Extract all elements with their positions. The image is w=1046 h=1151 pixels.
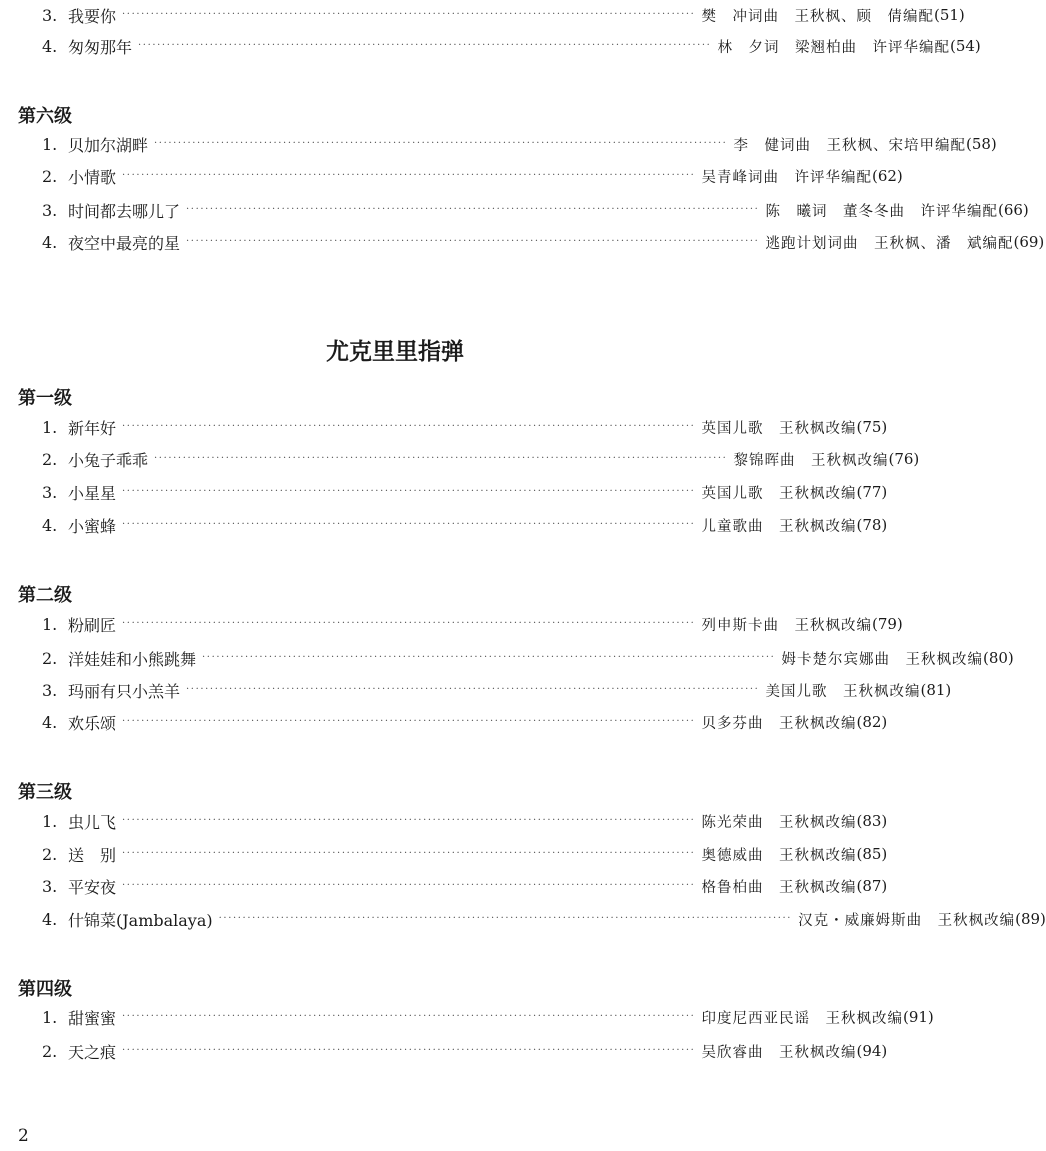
entry-page: (89) [1015,910,1046,928]
toc-entry[interactable] [42,842,888,866]
entry-page: (91) [902,1008,934,1026]
dot-leader: ························································································································ [138,40,712,51]
entry-number: 2. [42,1041,58,1061]
entry-title: 虫儿飞 [68,812,117,832]
entry-page: (83) [856,812,888,830]
entry-title: 欢乐颂 [68,713,117,733]
entry-page: (78) [856,516,888,534]
dot-leader: ························································································································ [122,1011,696,1022]
toc-entry[interactable] [42,132,997,156]
dot-leader: ························································································································ [154,138,728,149]
toc-entry[interactable] [42,907,1046,931]
toc-entry[interactable] [42,678,952,702]
toc-entry[interactable] [42,230,1045,254]
dot-leader: ························································································································ [122,848,696,859]
entry-page: (75) [856,418,888,436]
entry-number: 4. [42,909,58,929]
entry-page: (82) [856,713,888,731]
entry-number: 1. [42,417,58,437]
entry-number: 3. [42,482,58,502]
entry-credit: 儿童歌曲 王秋枫改编 [701,518,857,535]
entry-title: 夜空中最亮的星 [68,233,181,253]
level-heading: 第三级 [18,782,72,803]
toc-entry[interactable] [42,612,903,636]
entry-title: 天之痕 [68,1042,117,1062]
entry-credit: 格鲁柏曲 王秋枫改编 [701,879,857,896]
entry-credit: 英国儿歌 王秋枫改编 [701,420,857,437]
entry-number: 1. [42,614,58,634]
entry-credit: 陈光荣曲 王秋枫改编 [701,814,857,831]
toc-entry[interactable] [42,646,1014,670]
entry-number: 4. [42,515,58,535]
toc-entry[interactable] [42,1039,888,1063]
dot-leader: ························································································································ [122,421,696,432]
level-heading: 第六级 [18,106,72,127]
toc-entry[interactable] [42,164,903,188]
toc-entry[interactable] [42,809,888,833]
entry-number: 3. [42,5,58,25]
entry-page: (85) [856,845,888,863]
entry-title: 洋娃娃和小熊跳舞 [68,649,197,669]
entry-title: 小蜜蜂 [68,516,117,536]
entry-number: 3. [42,876,58,896]
entry-number: 2. [42,648,58,668]
entry-title: 新年好 [68,418,117,438]
entry-page: (62) [871,167,903,185]
entry-number: 1. [42,811,58,831]
entry-credit: 林 夕词 梁翘柏曲 许评华编配 [717,39,950,56]
entry-credit: 英国儿歌 王秋枫改编 [701,485,857,502]
toc-entry[interactable] [42,874,888,898]
entry-number: 1. [42,134,58,154]
entry-number: 3. [42,200,58,220]
entry-credit: 美国儿歌 王秋枫改编 [765,683,921,700]
entry-number: 4. [42,232,58,252]
dot-leader: ························································································································ [122,815,696,826]
entry-page: (69) [1013,233,1045,251]
entry-page: (81) [920,681,952,699]
entry-number: 2. [42,166,58,186]
toc-entry[interactable] [42,480,888,504]
entry-credit: 印度尼西亚民谣 王秋枫改编 [701,1010,903,1027]
entry-number: 4. [42,36,58,56]
toc-entry[interactable] [42,3,965,27]
dot-leader: ························································································································ [122,880,696,891]
entry-page: (94) [856,1042,888,1060]
entry-page: (58) [965,135,997,153]
entry-title: 时间都去哪儿了 [68,201,181,221]
level-heading: 第一级 [18,388,72,409]
level-heading: 第四级 [18,979,72,1000]
entry-page: (80) [982,649,1014,667]
toc-entry[interactable] [42,513,888,537]
entry-title: 玛丽有只小羔羊 [68,681,181,701]
dot-leader: ························································································································ [122,716,696,727]
entry-credit: 逃跑计划词曲 王秋枫、潘 斌编配 [765,235,1014,252]
entry-title: 送 别 [68,845,117,865]
entry-credit: 李 健词曲 王秋枫、宋培甲编配 [733,137,966,154]
entry-page: (51) [933,6,965,24]
entry-title: 甜蜜蜜 [68,1008,117,1028]
page-number: 2 [18,1126,29,1146]
entry-credit: 奥德威曲 王秋枫改编 [701,847,857,864]
dot-leader: ························································································································ [122,170,696,181]
entry-credit: 樊 冲词曲 王秋枫、顾 倩编配 [701,8,934,25]
dot-leader: ························································································································ [154,453,728,464]
entry-title: 小星星 [68,483,117,503]
entry-page: (77) [856,483,888,501]
dot-leader: ························································································································ [122,519,696,530]
entry-page: (66) [997,201,1029,219]
level-heading: 第二级 [18,585,72,606]
entry-page: (76) [888,450,920,468]
entry-number: 1. [42,1007,58,1027]
entry-credit: 吴青峰词曲 许评华编配 [701,169,872,186]
entry-title: 贝加尔湖畔 [68,135,149,155]
entry-number: 2. [42,844,58,864]
entry-title: 我要你 [68,6,117,26]
entry-number: 3. [42,680,58,700]
entry-page: (54) [949,37,981,55]
dot-leader: ························································································································ [186,684,760,695]
dot-leader: ························································································································ [186,204,760,215]
entry-title: 匆匆那年 [68,37,133,57]
entry-credit: 贝多芬曲 王秋枫改编 [701,715,857,732]
entry-credit: 吴欣睿曲 王秋枫改编 [701,1044,857,1061]
dot-leader: ························································································································ [122,618,696,629]
entry-page: (87) [856,877,888,895]
entry-title: 什锦菜(Jambalaya) [68,910,213,930]
dot-leader: ························································································································ [202,652,776,663]
entry-title: 平安夜 [68,877,117,897]
toc-entry[interactable] [42,415,888,439]
toc-entry[interactable] [42,198,1029,222]
toc-entry[interactable] [42,447,920,471]
dot-leader: ························································································································ [186,236,760,247]
entry-number: 4. [42,712,58,732]
dot-leader: ························································································································ [218,913,793,924]
entry-credit: 陈 曦词 董冬冬曲 许评华编配 [765,203,998,220]
toc-entry[interactable] [42,710,888,734]
entry-credit: 汉克・威廉姆斯曲 王秋枫改编 [798,912,1016,929]
entry-number: 2. [42,449,58,469]
entry-credit: 列申斯卡曲 王秋枫改编 [701,617,872,634]
entry-title: 小情歌 [68,167,117,187]
dot-leader: ························································································································ [122,486,696,497]
section-title: 尤克里里指弹 [326,339,464,365]
entry-credit: 黎锦晖曲 王秋枫改编 [733,452,889,469]
entry-title: 粉刷匠 [68,615,117,635]
toc-entry[interactable] [42,34,981,58]
dot-leader: ························································································································ [122,9,696,20]
dot-leader: ························································································································ [122,1045,696,1056]
entry-page: (79) [871,615,903,633]
entry-credit: 姆卡楚尔宾娜曲 王秋枫改编 [781,651,983,668]
toc-entry[interactable] [42,1005,934,1029]
entry-title: 小兔子乖乖 [68,450,149,470]
